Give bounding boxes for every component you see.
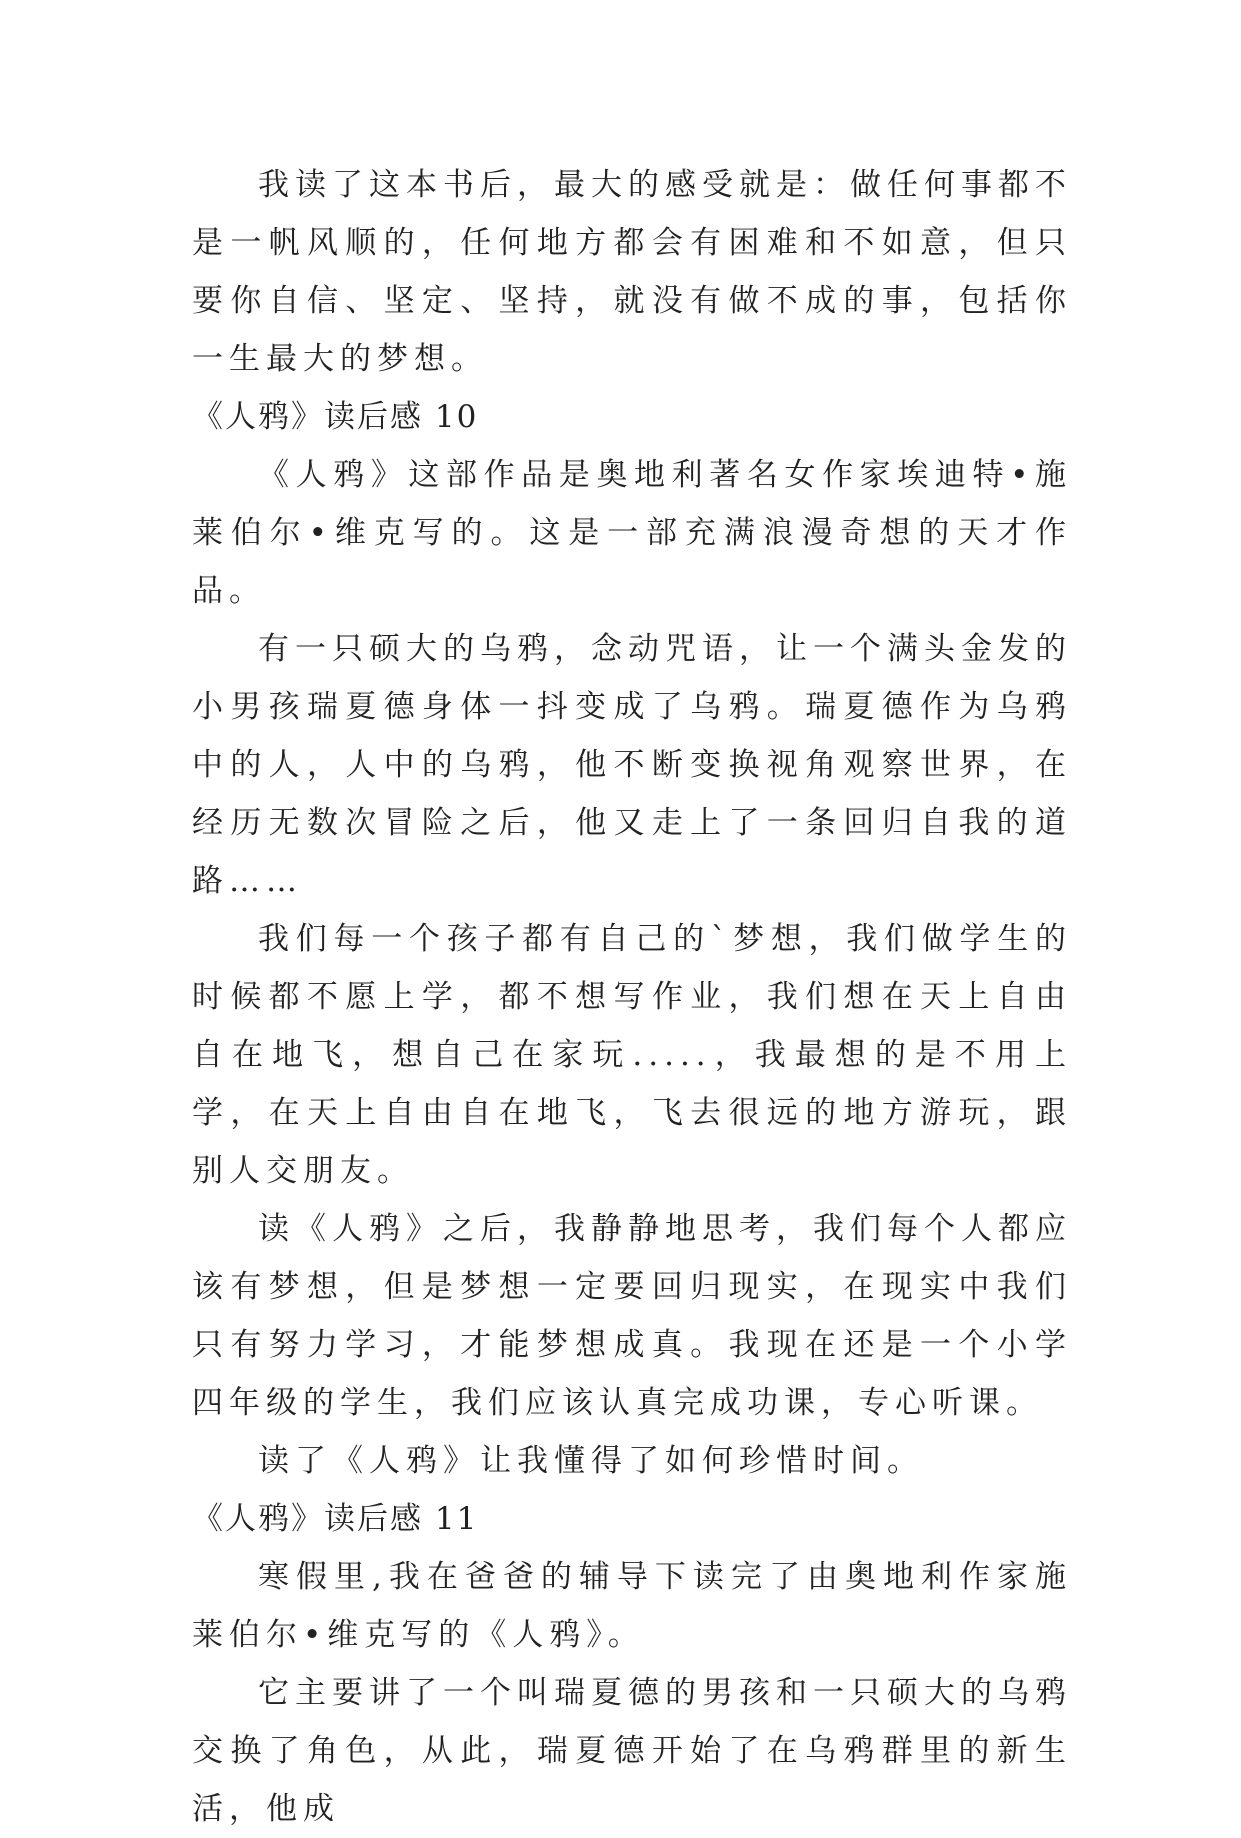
paragraph-6: 读了《人鸦》让我懂得了如何珍惜时间。 [258,1443,924,1479]
document-body [192,156,1072,1838]
section-heading-10: 《人鸦》读后感 10 [192,399,479,435]
paragraph-2: 《人鸦》这部作品是奥地利著名女作家埃迪特•施莱伯尔•维克写的。这是一部充满浪漫奇想的天才作品。 [192,457,1072,609]
paragraph-5: 读《人鸦》之后，我静静地思考，我们每个人都应该有梦想，但是梦想一定要回归现实，在现实中我们只有努力学习，才能梦想成真。我现在还是一个小学四年级的学生，我们应该认真完成功课，专心听课。 [192,1211,1072,1421]
paragraph-3: 有一只硕大的乌鸦，念动咒语，让一个满头金发的小男孩瑞夏德身体一抖变成了乌鸦。瑞夏德作为乌鸦中的人，人中的乌鸦，他不断变换视角观察世界，在经历无数次冒险之后，他又走上了一条回归自我的道路…… [192,631,1072,899]
paragraph-4: 我们每一个孩子都有自己的`梦想，我们做学生的时候都不愿上学，都不想写作业，我们想在天上自由自在地飞，想自己在家玩.....，我最想的是不用上学，在天上自由自在地飞，飞去很远的地方游玩，跟别人交朋友。 [192,921,1072,1189]
section-heading-11: 《人鸦》读后感 11 [192,1501,479,1537]
paragraph-1: 我读了这本书后，最大的感受就是：做任何事都不是一帆风顺的，任何地方都会有困难和不如意，但只要你自信、坚定、坚持，就没有做不成的事，包括你一生最大的梦想。 [192,167,1072,377]
paragraph-7: 寒假里,我在爸爸的辅导下读完了由奥地利作家施莱伯尔•维克写的《人鸦》。 [192,1559,1072,1653]
paragraph-8: 它主要讲了一个叫瑞夏德的男孩和一只硕大的乌鸦交换了角色，从此，瑞夏德开始了在乌鸦群里的新生活，他成 [192,1675,1072,1827]
